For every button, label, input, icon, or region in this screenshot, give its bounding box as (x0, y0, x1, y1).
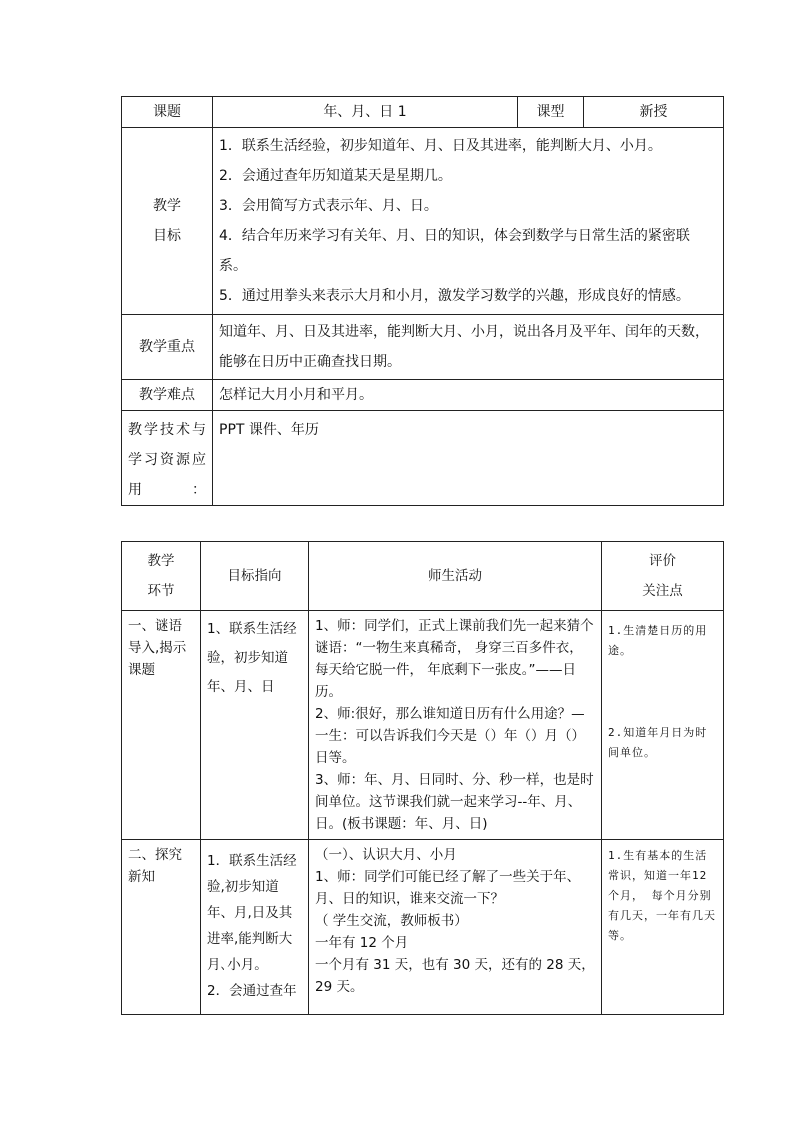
key-points-label: 教学重点 (122, 315, 213, 380)
activity-item: （一）、认识大月、小月 (315, 847, 457, 863)
activity-item: 一个月有 31 天，也有 30 天，还有的 28 天，29 天。 (315, 957, 595, 995)
goal-text: 1．联系生活经验,初步知道年、月,日及其进率,能判断大月､小月。 (207, 853, 297, 973)
stage-cell: 二、探究新知 (122, 840, 201, 1015)
eval-spacer (608, 661, 717, 723)
activity-item: 1、师：同学们，正式上课前我们先一起来猜个谜语：“一物生来真稀奇， 身穿三百多件衣， 每天给它脱一件， 年底剩下一张皮。”——日历。 (315, 618, 594, 700)
resources-label: 教学技术与学习资源应用： (122, 411, 213, 506)
stage-header (122, 542, 201, 611)
eval-cell (602, 611, 724, 840)
eval-item: 1.生有基本的生活常识，知道一年12个月， 每个月分别有几天，一年有几天等。 (608, 849, 716, 942)
goal-item: 2．会通过查年历知道某天是星期几。 (219, 168, 452, 184)
activity-item: 一年有 12 个月 (315, 935, 409, 951)
activity-cell (309, 840, 602, 1015)
goals-list (213, 128, 724, 315)
goal-header: 目标指向 (201, 542, 309, 611)
process-header-row (122, 542, 724, 611)
resources-row (122, 411, 724, 506)
goal-cell (201, 840, 309, 1015)
goal-item: 3．会用简写方式表示年、月、日。 (219, 198, 438, 214)
goals-row (122, 128, 724, 315)
goals-label (122, 128, 213, 315)
activity-item: 1、师：同学们可能已经了解了一些关于年、月、日的知识，谁来交流一下？ (315, 869, 581, 907)
topic-label: 课题 (122, 97, 213, 128)
lesson-type-label: 课型 (518, 97, 584, 128)
eval-item: 1.生清楚日历的用途。 (608, 624, 708, 657)
lesson-type-value: 新授 (584, 97, 724, 128)
goal-item: 5．通过用拳头来表示大月和小月，激发学习数学的兴趣，形成良好的情感。 (219, 288, 690, 304)
activity-item: 3、师：年、月、日同时、分、秒一样，也是时间单位。这节课我们就一起来学习--年、月、日。(板书课题：年、月、日) (315, 772, 594, 832)
key-points-row (122, 315, 724, 380)
activity-item: （ 学生交流，教师板书） (315, 913, 468, 929)
goal-item: 4．结合年历来学习有关年、月、日的知识，体会到数学与日常生活的紧密联系。 (219, 228, 690, 274)
goal-text: 2．会通过查年 (207, 983, 297, 999)
difficulty-row (122, 380, 724, 411)
stage-cell: 一、谜语导入,揭示课题 (122, 611, 201, 840)
eval-item: 2.知道年月日为时间单位。 (608, 726, 708, 759)
difficulty-text: 怎样记大月小月和平月。 (213, 380, 724, 411)
goal-item: 1．联系生活经验，初步知道年、月、日及其进率，能判断大月、小月。 (219, 138, 662, 154)
eval-cell (602, 840, 724, 1015)
resources-text: PPT 课件、年历 (213, 411, 724, 506)
stage-header-line-1: 教学 (147, 553, 175, 569)
eval-header-line-2: 关注点 (642, 583, 683, 599)
key-points-text: 知道年、月、日及其进率，能判断大月、小月，说出各月及平年、闰年的天数，能够在日历中正确查找日期。 (213, 315, 724, 380)
teaching-process-table (121, 541, 724, 1015)
eval-header (602, 542, 724, 611)
lesson-info-table (121, 96, 724, 506)
goal-cell: 1、联系生活经验，初步知道年、月、日 (201, 611, 309, 840)
process-row-intro (122, 611, 724, 840)
goals-label-line-1: 教学 (153, 198, 181, 214)
difficulty-label: 教学难点 (122, 380, 213, 411)
topic-value: 年、月、日 1 (213, 97, 518, 128)
activity-header: 师生活动 (309, 542, 602, 611)
eval-header-line-1: 评价 (649, 553, 676, 569)
stage-header-line-2: 环节 (147, 583, 175, 599)
goals-label-line-2: 目标 (153, 228, 181, 244)
topic-row (122, 97, 724, 128)
activity-item: 2、师:很好，那么谁知道日历有什么用途？—一生：可以告诉我们今天是（）年（）月（）日等。 (315, 706, 585, 766)
activity-cell (309, 611, 602, 840)
process-row-explore (122, 840, 724, 1015)
